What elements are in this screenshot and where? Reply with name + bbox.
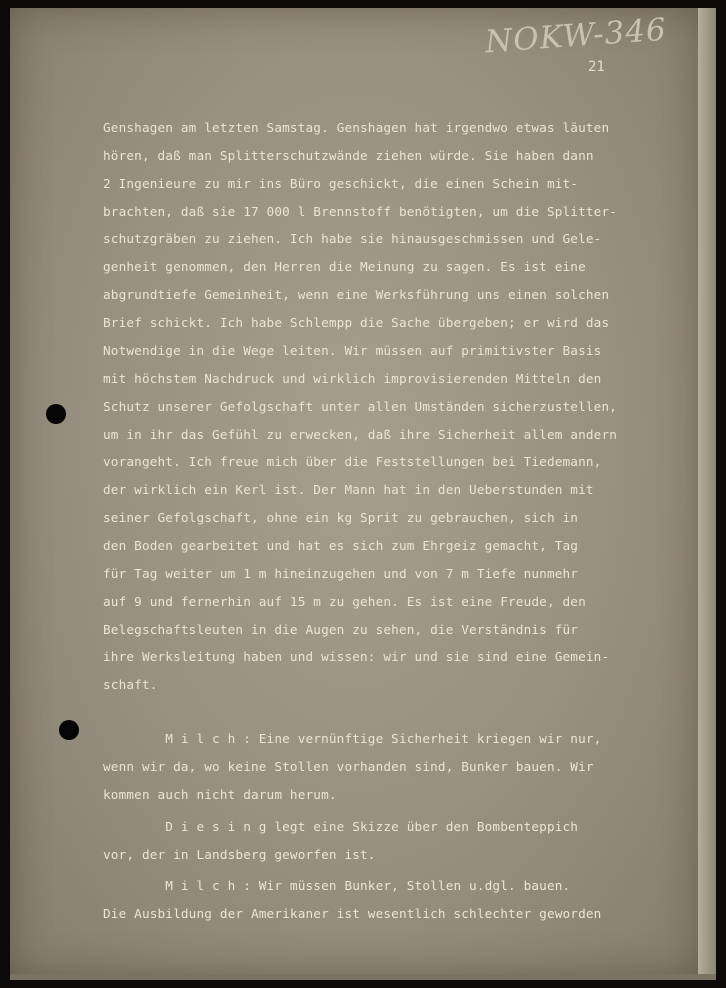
text-line: schaft. bbox=[103, 677, 158, 692]
text-line: Schutz unserer Gefolgschaft unter allen Umständen sicherzustellen, bbox=[103, 399, 618, 414]
text-line: Genshagen am letzten Samstag. Genshagen hat irgendwo etwas läuten bbox=[103, 120, 610, 135]
text-line: brachten, daß sie 17 000 l Brennstoff benötigten, um die Splitter- bbox=[103, 204, 618, 219]
punch-hole bbox=[46, 404, 66, 424]
text-line: Die Ausbildung der Amerikaner ist wesentlich schlechter geworden bbox=[103, 906, 602, 921]
text-line: den Boden gearbeitet und hat es sich zum Ehrgeiz gemacht, Tag bbox=[103, 538, 579, 553]
text-line: vorangeht. Ich freue mich über die Feststellungen bei Tiedemann, bbox=[103, 454, 602, 469]
text-line: um in ihr das Gefühl zu erwecken, daß ihre Sicherheit allem andern bbox=[103, 427, 618, 442]
text-line: genheit genommen, den Herren die Meinung zu sagen. Es ist eine bbox=[103, 259, 586, 274]
text-line: M i l c h : Eine vernünftige Sicherheit kriegen wir nur, bbox=[103, 731, 602, 746]
text-line: seiner Gefolgschaft, ohne ein kg Sprit zu gebrauchen, sich in bbox=[103, 510, 579, 525]
text-line: mit höchstem Nachdruck und wirklich improvisierenden Mitteln den bbox=[103, 371, 602, 386]
punch-hole bbox=[59, 720, 79, 740]
text-line: D i e s i n g legt eine Skizze über den Bombenteppich bbox=[103, 819, 579, 834]
text-line: Belegschaftsleuten in die Augen zu sehen, die Verständnis für bbox=[103, 622, 579, 637]
text-line: der wirklich ein Kerl ist. Der Mann hat in den Ueberstunden mit bbox=[103, 482, 594, 497]
text-line: vor, der in Landsberg geworfen ist. bbox=[103, 847, 376, 862]
text-line: ihre Werksleitung haben und wissen: wir und sie sind eine Gemein- bbox=[103, 649, 610, 664]
text-line: 2 Ingenieure zu mir ins Büro geschickt, die einen Schein mit- bbox=[103, 176, 579, 191]
page-number: 21 bbox=[588, 59, 605, 75]
text-line: hören, daß man Splitterschutzwände ziehen würde. Sie haben dann bbox=[103, 148, 594, 163]
text-line: wenn wir da, wo keine Stollen vorhanden sind, Bunker bauen. Wir bbox=[103, 759, 594, 774]
text-line: Brief schickt. Ich habe Schlempp die Sache übergeben; er wird das bbox=[103, 315, 610, 330]
text-line: abgrundtiefe Gemeinheit, wenn eine Werksführung uns einen solchen bbox=[103, 287, 610, 302]
text-line: auf 9 und fernerhin auf 15 m zu gehen. Es ist eine Freude, den bbox=[103, 594, 586, 609]
page-edge bbox=[698, 8, 716, 976]
archive-mark: NOKW-346 bbox=[483, 11, 668, 61]
text-line: für Tag weiter um 1 m hineinzugehen und von 7 m Tiefe nunmehr bbox=[103, 566, 579, 581]
text-line: schutzgräben zu ziehen. Ich habe sie hinausgeschmissen und Gele- bbox=[103, 231, 602, 246]
text-line: Notwendige in die Wege leiten. Wir müssen auf primitivster Basis bbox=[103, 343, 602, 358]
text-line: kommen auch nicht darum herum. bbox=[103, 787, 337, 802]
page-bottom-edge bbox=[10, 974, 716, 980]
text-line: M i l c h : Wir müssen Bunker, Stollen u.dgl. bauen. bbox=[103, 878, 571, 893]
